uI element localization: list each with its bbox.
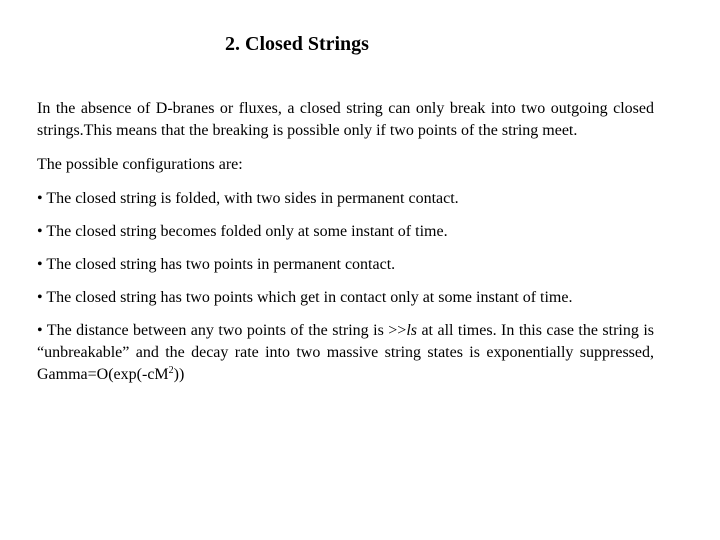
mass-symbol: M — [154, 366, 169, 383]
bullet-marker: • — [37, 256, 43, 273]
slide-body — [37, 98, 654, 397]
intro-paragraph: In the absence of D-branes or fluxes, a closed string can only break into two outgoing closed strings.This means that the breaking is possible only if two points of the string meet. — [37, 100, 654, 139]
bullet-marker: • — [37, 223, 43, 240]
bullet-text: The closed string has two points which get in contact only at some instant of time. — [46, 289, 573, 306]
bullet-item-distance — [37, 320, 654, 386]
bullet-item-folded — [37, 188, 654, 210]
bullet-text-part2: at all times. In this case the string is “unbreakable” and the decay rate into two massive string states is exponentially suppressed, Gamma=O(exp(-c — [37, 322, 655, 383]
configurations-lead: The possible configurations are: — [37, 156, 243, 173]
closing-parens: )) — [173, 366, 185, 383]
bullet-marker: • — [37, 289, 43, 306]
exponent: 2 — [168, 365, 174, 376]
bullet-marker: • — [37, 322, 43, 339]
bullet-text: The closed string has two points in permanent contact. — [46, 256, 396, 273]
bullet-item-two-points — [37, 254, 654, 276]
bullet-text: The closed string becomes folded only at some instant of time. — [46, 223, 448, 240]
bullet-item-two-points-instant — [37, 287, 654, 309]
string-length-symbol: ls — [406, 322, 417, 339]
bullet-text-part1: The distance between any two points of the string is >> — [46, 322, 407, 339]
bullet-marker: • — [37, 190, 43, 207]
slide-title: 2. Closed Strings — [225, 33, 369, 55]
bullet-item-folded-instant — [37, 221, 654, 243]
bullet-text: The closed string is folded, with two sides in permanent contact. — [46, 190, 459, 207]
